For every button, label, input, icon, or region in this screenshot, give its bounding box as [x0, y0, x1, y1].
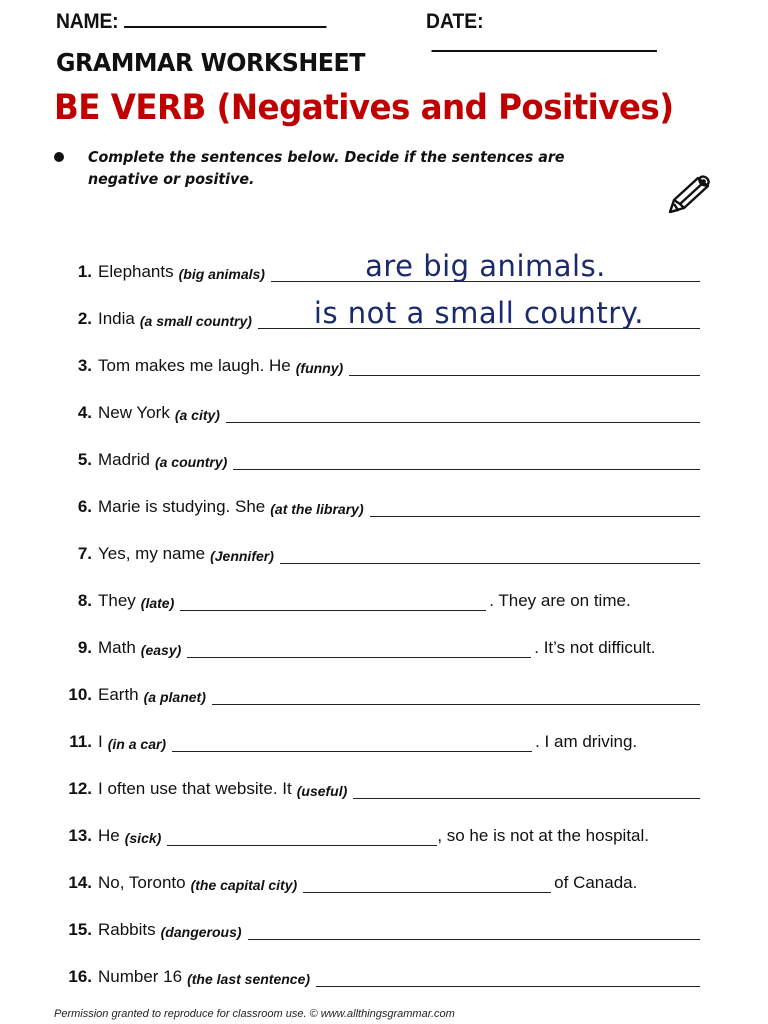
exercise-item-1 — [54, 249, 700, 283]
answer-blank[interactable] — [212, 685, 700, 705]
handwritten-answer: are big animals. — [365, 249, 606, 283]
item-stem: Marie is studying. She — [98, 497, 266, 516]
answer-blank[interactable] — [226, 403, 700, 423]
answer-blank[interactable] — [233, 450, 700, 470]
item-stem: Math — [98, 638, 136, 657]
item-hint: (a small country) — [139, 313, 252, 329]
item-number: 3. — [77, 356, 92, 375]
item-hint: (in a car) — [107, 736, 167, 752]
answer-blank[interactable] — [167, 826, 437, 846]
item-hint: (a planet) — [143, 689, 206, 705]
item-stem: New York — [98, 403, 170, 422]
pencil-icon — [664, 172, 716, 218]
exercise-item-8 — [54, 581, 700, 611]
exercise-item-5 — [54, 440, 700, 470]
exercise-item-11 — [54, 722, 700, 752]
item-number: 4. — [77, 403, 92, 422]
item-stem: Elephants — [98, 262, 174, 281]
item-hint: (useful) — [296, 783, 348, 799]
handwritten-answer: is not a small country. — [313, 296, 644, 330]
answer-blank[interactable] — [187, 638, 531, 658]
item-hint: (Jennifer) — [210, 548, 274, 564]
item-tail: of Canada. — [554, 873, 638, 892]
item-number: 16. — [68, 967, 92, 986]
item-stem: No, Toronto — [98, 873, 186, 892]
item-number: 7. — [77, 544, 92, 563]
item-tail: . It’s not difficult. — [534, 638, 656, 657]
exercise-item-2 — [54, 296, 700, 330]
answer-blank[interactable] — [370, 497, 700, 517]
item-hint: (at the library) — [270, 501, 364, 517]
item-stem: They — [98, 591, 136, 610]
bullet-icon — [54, 152, 64, 162]
item-tail: , so he is not at the hospital. — [437, 826, 649, 845]
item-hint: (sick) — [124, 830, 162, 846]
item-stem: He — [98, 826, 120, 845]
item-hint: (funny) — [295, 360, 344, 376]
item-number: 8. — [77, 591, 92, 610]
item-stem: India — [98, 309, 135, 328]
instructions-text: Complete the sentences below. Decide if the sentences are negative or positive. — [88, 148, 565, 188]
worksheet-title: GRAMMAR WORKSHEET — [56, 48, 366, 77]
exercise-item-7 — [54, 534, 700, 564]
exercise-item-9 — [54, 628, 700, 658]
page-title: BE VERB (Negatives and Positives) — [54, 88, 674, 128]
item-tail: . I am driving. — [535, 732, 638, 751]
student-info-header — [56, 10, 728, 40]
name-field[interactable] — [56, 10, 326, 34]
answer-blank[interactable] — [280, 544, 700, 564]
item-number: 11. — [69, 732, 92, 751]
answer-blank[interactable] — [258, 296, 700, 330]
exercise-item-15 — [54, 910, 700, 940]
item-number: 15. — [68, 920, 92, 939]
item-tail: . They are on time. — [489, 591, 631, 610]
answer-blank[interactable] — [248, 920, 700, 940]
item-stem: Yes, my name — [98, 544, 206, 563]
exercise-item-10 — [54, 675, 700, 705]
answer-blank[interactable] — [349, 356, 700, 376]
item-stem: Madrid — [98, 450, 150, 469]
item-hint: (the capital city) — [190, 877, 298, 893]
exercise-item-12 — [54, 769, 700, 799]
item-hint: (big animals) — [178, 266, 265, 282]
item-stem: I often use that website. It — [98, 779, 292, 798]
item-hint: (late) — [140, 595, 175, 611]
answer-blank[interactable] — [180, 591, 486, 611]
item-number: 12. — [68, 779, 92, 798]
item-number: 5. — [77, 450, 92, 469]
name-label: NAME: — [56, 10, 119, 33]
exercise-item-14 — [54, 863, 700, 893]
copyright-footer: Permission granted to reproduce for classroom use. © www.allthingsgrammar.com — [54, 1008, 455, 1020]
answer-blank[interactable] — [353, 779, 700, 799]
item-hint: (a city) — [174, 407, 220, 423]
name-blank[interactable] — [124, 10, 326, 28]
answer-blank[interactable] — [271, 249, 700, 283]
item-number: 14. — [68, 873, 92, 892]
item-hint: (the last sentence) — [187, 971, 311, 987]
exercise-item-3 — [54, 346, 700, 376]
answer-blank[interactable] — [172, 732, 532, 752]
item-hint: (dangerous) — [160, 924, 242, 940]
item-number: 9. — [77, 638, 92, 657]
date-label: DATE: — [426, 10, 484, 33]
answer-blank[interactable] — [303, 873, 551, 893]
date-field[interactable] — [426, 10, 704, 58]
item-stem: Number 16 — [98, 967, 183, 986]
exercise-item-13 — [54, 816, 700, 846]
item-stem: I — [98, 732, 103, 751]
item-number: 6. — [77, 497, 92, 516]
exercise-item-6 — [54, 487, 700, 517]
item-number: 2. — [77, 309, 92, 328]
item-hint: (a country) — [154, 454, 228, 470]
item-number: 10. — [68, 685, 92, 704]
exercise-item-16 — [54, 957, 700, 987]
item-stem: Earth — [98, 685, 139, 704]
item-stem: Rabbits — [98, 920, 156, 939]
item-stem: Tom makes me laugh. He — [98, 356, 291, 375]
answer-blank[interactable] — [316, 967, 700, 987]
exercise-item-4 — [54, 393, 700, 423]
item-hint: (easy) — [140, 642, 182, 658]
item-number: 1. — [77, 262, 92, 281]
item-number: 13. — [68, 826, 92, 845]
date-blank[interactable] — [432, 34, 657, 52]
